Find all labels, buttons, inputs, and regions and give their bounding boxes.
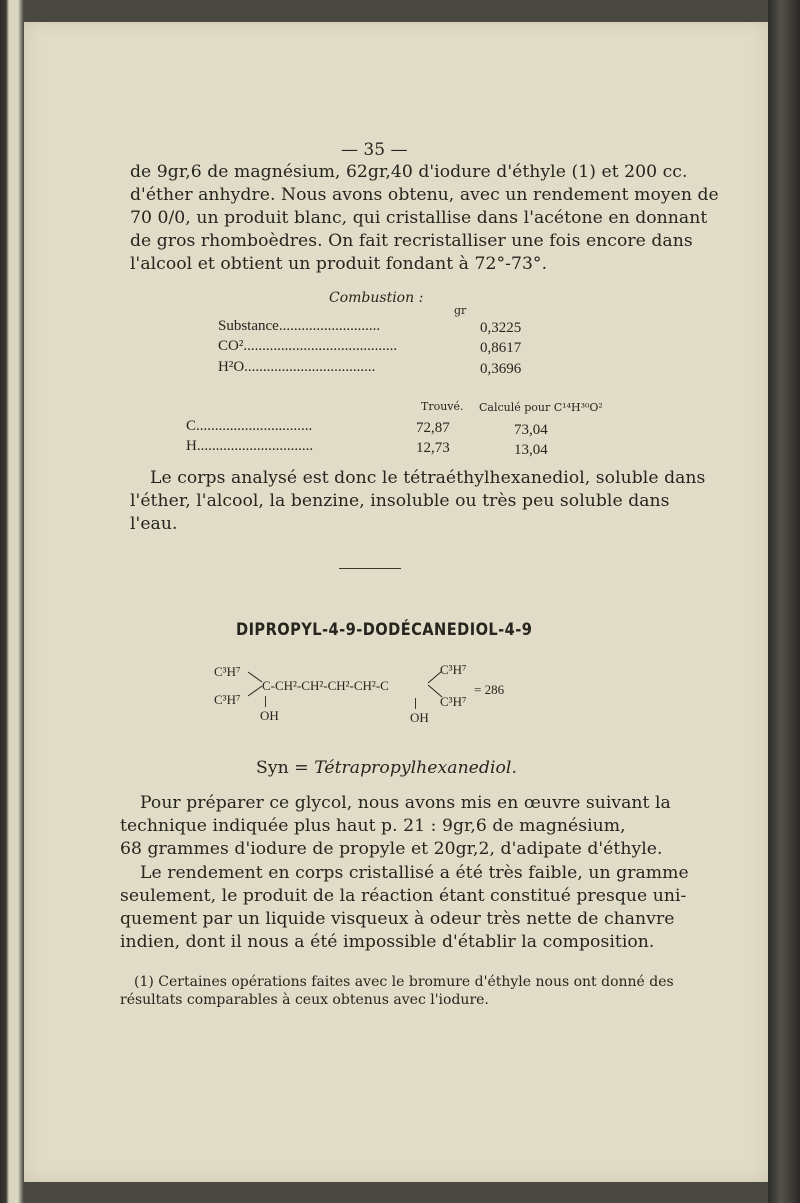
synonym-prefix: Syn = <box>256 758 309 778</box>
combustion-row: Substance........................... <box>218 318 381 334</box>
analysis-found: 12,73 <box>416 440 450 456</box>
footnote-line: (1) Certaines opérations faites avec le bromure d'éthyle nous ont donné des <box>134 974 674 990</box>
text-line: de 9gr,6 de magnésium, 62gr,40 d'iodure d'éthyle (1) et 200 cc. <box>130 162 688 182</box>
text-line: l'eau. <box>130 514 178 534</box>
formula-left-top: C³H⁷ <box>214 664 241 679</box>
analysis-row: C............................... <box>186 418 313 434</box>
analysis-calc: 13,04 <box>514 442 548 458</box>
combustion-value: 0,3696 <box>480 361 522 377</box>
formula-right-bottom: C³H⁷ <box>440 694 467 709</box>
text-line: indien, dont il nous a été impossible d'établir la composition. <box>120 932 655 952</box>
text-line: seulement, le produit de la réaction étant constitué presque uni- <box>120 886 687 906</box>
combustion-label: CO² <box>218 338 244 354</box>
synonym-line <box>256 758 517 778</box>
text-line: 68 grammes d'iodure de propyle et 20gr,2, d'adipate d'éthyle. <box>120 839 663 859</box>
footnote-line: résultats comparables à ceux obtenus avec l'iodure. <box>120 992 489 1008</box>
analysis-label: H <box>186 438 197 454</box>
analysis-label: C <box>186 418 197 434</box>
text-line: 70 0/0, un produit blanc, qui cristallise dans l'acétone en donnant <box>130 208 708 228</box>
text-line: quement par un liquide visqueux à odeur très nette de chanvre <box>120 909 675 929</box>
text-line: technique indiquée plus haut p. 21 : 9gr,6 de magnésium, <box>120 816 626 836</box>
column-header-calculated: Calculé pour C¹⁴H³⁰O² <box>479 401 603 414</box>
book-binding-edge <box>0 0 24 1203</box>
scan-background-edge <box>768 0 800 1203</box>
page-number: — 35 — <box>341 140 408 160</box>
analysis-calc: 73,04 <box>514 422 548 438</box>
text-line: Le rendement en corps cristallisé a été très faible, un gramme <box>140 863 689 883</box>
text-line: d'éther anhydre. Nous avons obtenu, avec un rendement moyen de <box>130 185 719 205</box>
combustion-value: 0,3225 <box>480 320 522 336</box>
text-line: Le corps analysé est donc le tétraéthylhexanediol, soluble dans <box>150 468 706 488</box>
combustion-label: H²O <box>218 359 245 375</box>
text-line: l'éther, l'alcool, la benzine, insoluble ou très peu soluble dans <box>130 491 670 511</box>
formula-bond-oh-right <box>415 698 416 709</box>
analysis-found: 72,87 <box>416 420 450 436</box>
combustion-row: H²O................................... <box>218 359 376 375</box>
formula-chain: C-CH²-CH²-CH²-CH²-C <box>262 678 389 693</box>
section-separator <box>339 568 401 569</box>
formula-oh-right: OH <box>410 710 429 725</box>
column-header-found: Trouvé. <box>421 400 464 413</box>
book-page <box>24 22 768 1182</box>
combustion-unit: gr <box>454 304 467 317</box>
combustion-value: 0,8617 <box>480 340 522 356</box>
synonym-name: Tétrapropylhexanediol. <box>314 758 517 778</box>
analysis-row: H............................... <box>186 438 314 454</box>
formula-oh-left: OH <box>260 708 279 723</box>
formula-left-bottom: C³H⁷ <box>214 692 241 707</box>
text-line: de gros rhomboèdres. On fait recristalliser une fois encore dans <box>130 231 693 251</box>
combustion-title: Combustion : <box>329 290 424 306</box>
formula-molar-mass: = 286 <box>474 682 505 697</box>
text-line: l'alcool et obtient un produit fondant à 72°-73°. <box>130 254 548 274</box>
section-heading: DIPROPYL-4-9-DODÉCANEDIOL-4-9 <box>236 620 533 640</box>
formula-right-top: C³H⁷ <box>440 662 467 677</box>
combustion-row: CO²......................................... <box>218 338 398 354</box>
combustion-label: Substance <box>218 318 279 334</box>
formula-bond-oh-left <box>265 696 266 707</box>
text-line: Pour préparer ce glycol, nous avons mis en œuvre suivant la <box>140 793 671 813</box>
